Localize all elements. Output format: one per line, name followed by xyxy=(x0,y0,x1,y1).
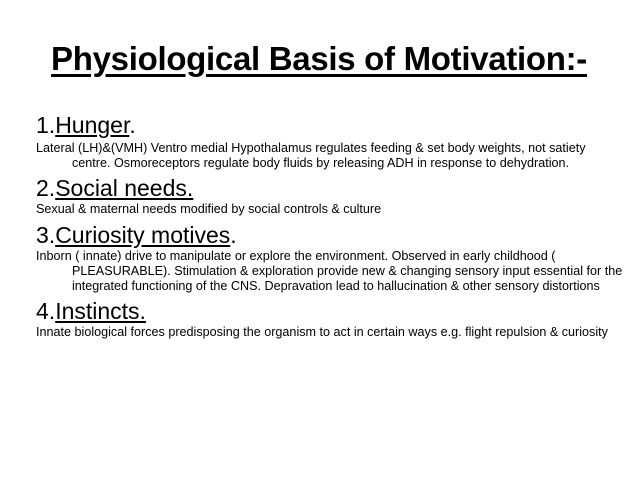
section-heading-curiosity-motives xyxy=(36,222,626,249)
section-heading-hunger xyxy=(36,112,626,139)
section-body-instincts: Innate biological forces predisposing the organism to act in certain ways e.g. flight repulsion & curiosity xyxy=(36,325,608,340)
slide-title: Physiological Basis of Motivation:- xyxy=(51,40,587,77)
section-body-hunger: Lateral (LH)&(VMH) Ventro medial Hypothalamus regulates feeding & set body weights, not satiety centre. Osmoreceptors regulate body fluids by releasing ADH in response to dehydration. xyxy=(36,141,586,171)
section-heading-social-needs xyxy=(36,175,626,202)
section-title: Social needs. xyxy=(55,175,194,202)
section-body-curiosity-motives: Inborn ( innate) drive to manipulate or explore the environment. Observed in early childhood ( PLEASURABLE). Stimulation & exploration provide new & changing sensory input essential for the integrated functioning of the CNS. Depravation lead to hallucination & other sensory distortions xyxy=(36,248,623,294)
section-suffix: . xyxy=(230,221,237,248)
section-number: 4. xyxy=(36,298,56,325)
section-body-social-needs: Sexual & maternal needs modified by social controls & culture xyxy=(36,202,382,217)
section-title: Hunger xyxy=(55,112,130,138)
section-title: Curiosity motives xyxy=(55,221,231,248)
section-number: 1. xyxy=(36,112,56,138)
slide-content xyxy=(36,112,626,344)
section-heading-instincts xyxy=(36,298,626,325)
section-number: 3. xyxy=(36,221,56,248)
section-suffix: . xyxy=(129,112,136,138)
section-title: Instincts. xyxy=(55,298,146,325)
section-number: 2. xyxy=(36,175,56,202)
